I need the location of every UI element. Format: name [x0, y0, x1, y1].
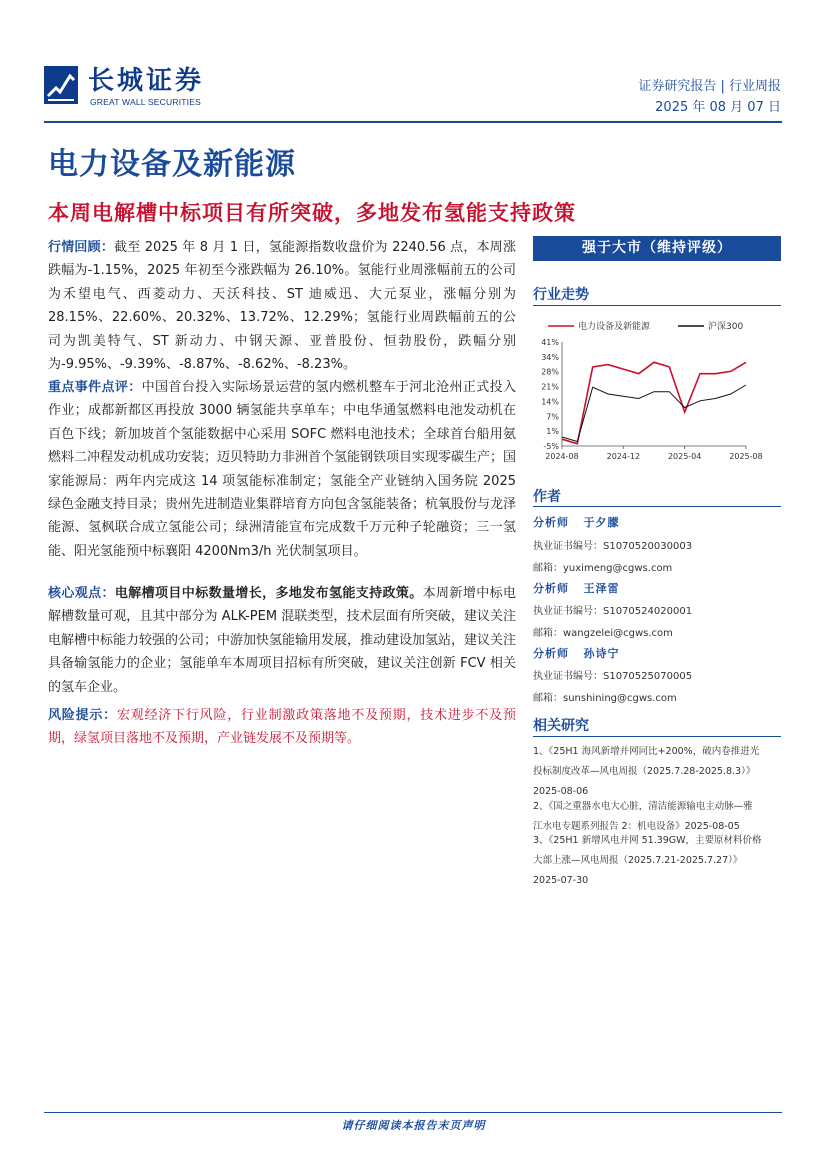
footer-divider [44, 1112, 782, 1113]
analyst-3-email[interactable]: 邮箱：sunshining@cgws.com [533, 693, 677, 704]
legend-label: 电力设备及新能源 [578, 322, 651, 332]
key-events-label: 重点事件点评： [48, 380, 142, 395]
market-review-paragraph [48, 236, 516, 376]
y-tick-label: 28% [541, 367, 559, 377]
trend-chart [530, 316, 784, 468]
related-divider [533, 736, 781, 737]
core-view-bold: 电解槽项目中标数量增长，多地发布氢能支持政策。 [114, 586, 423, 601]
analyst-1-name: 分析师 于夕朦 [533, 516, 620, 529]
related-item-2[interactable]: 2、《国之重器水电大心脏，清洁能源输电主动脉—雅 江水电专题系列报告 2：机电设备》2025-08-05 [533, 801, 753, 832]
market-review-text: 截至 2025 年 8 月 1 日，氢能源指数收盘价为 2240.56 点，本周涨跌幅为-1.15%，2025 年初至今涨跌幅为 26.10%。氢能行业周涨幅前五的公司为禾望电气、西菱动力、天沃科技、ST 迪威迅、大元泵业，涨幅分别为 28.15%、22.60%、20.32%、13.72%、12.29%；氢能行业周跌幅前五的公司为凯美特气、ST 新动力、中钢天源、亚普股份、恒勃股份，跌幅分别为-9.95%、-9.39%、-8.87%、-8.62%、-8.23%。 [48, 240, 516, 373]
sector-title: 电力设备及新能源 [48, 147, 296, 182]
related-title: 相关研究 [533, 718, 589, 734]
core-view-label: 核心观点： [48, 586, 115, 601]
risk-label: 风险提示： [48, 708, 117, 723]
related-item-1[interactable]: 1、《25H1 海风新增并网同比+200%，破内卷推进光 投标制度改革—风电周报（2025.7.28-2025.8.3）》 2025-08-06 [533, 746, 760, 797]
analyst-2-name: 分析师 王泽雷 [533, 582, 620, 595]
y-tick-label: 41% [541, 338, 559, 347]
series-line [562, 385, 746, 442]
market-review-label: 行情回顾： [48, 240, 115, 255]
core-view-paragraph [48, 582, 516, 699]
y-tick-label: 1% [546, 427, 559, 437]
y-tick-label: 14% [541, 397, 559, 407]
legend-label: 沪深300 [708, 322, 744, 332]
rating-badge: 强于大市（维持评级） [533, 236, 781, 261]
report-headline: 本周电解槽中标项目有所突破，多地发布氢能支持政策 [48, 201, 576, 225]
analyst-3-name: 分析师 孙诗宁 [533, 647, 620, 660]
y-tick-label: 34% [541, 352, 559, 362]
x-tick-label: 2024-08 [545, 452, 579, 461]
logo-text-en: GREAT WALL SECURITIES [90, 97, 201, 107]
y-tick-label: -5% [543, 442, 559, 451]
header-divider [44, 121, 782, 123]
analyst-3-cert: 执业证书编号：S1070525070005 [533, 671, 693, 682]
risk-text: 宏观经济下行风险，行业制激政策落地不及预期，技术进步不及预期，绿氢项目落地不及预期，产业链发展不及预期等。 [48, 708, 516, 747]
y-tick-label: 21% [541, 382, 559, 392]
footer-disclaimer: 请仔细阅读本报告末页声明 [341, 1119, 486, 1132]
report-date: 2025 年 08 月 07 日 [655, 100, 781, 115]
analyst-2-cert: 执业证书编号：S1070524020001 [533, 606, 693, 617]
logo-icon [44, 66, 78, 104]
key-events-text: 中国首台投入实际场景运营的氢内燃机整车于河北沧州正式投入作业；成都新都区再投放 3000 辆氢能共享单车；中电华通氢燃料电池发动机在百色下线；新加坡首个氢能数据中心采用 SOFC 燃料电池技术；全球首台船用氨燃料二冲程发动机成功安装；迈贝特助力非洲首个氢能钢铁项目实现零碳生产；国家能源局：两年内完成这 14 项氢能标准制定；氢能全产业链纳入国务院 2025 绿色金融支持目录；贵州先进制造业集群培育方向包含氢能装备；杭氧股份与龙泽能源、氢枫联合成立氢能公司；绿洲清能宣布完成数千万元种子轮融资；三一氢能、阳光氢能预中标襄阳 4200Nm3/h 光伏制氢项目。 [48, 380, 517, 559]
key-events-paragraph [48, 376, 516, 563]
series-line [562, 362, 746, 443]
analyst-2-email[interactable]: 邮箱：wangzelei@cgws.com [533, 628, 673, 639]
analyst-1-cert: 执业证书编号：S1070520030003 [533, 541, 693, 552]
report-type: 证券研究报告 | 行业周报 [638, 79, 781, 94]
trend-divider [533, 305, 781, 306]
trend-title: 行业走势 [533, 287, 589, 303]
y-tick-label: 7% [546, 412, 559, 422]
analyst-1-email[interactable]: 邮箱：yuximeng@cgws.com [533, 563, 673, 574]
x-tick-label: 2025-08 [729, 452, 763, 461]
logo-text-cn: 长城证券 [88, 66, 205, 96]
related-item-3[interactable]: 3、《25H1 新增风电并网 51.39GW，主要原材料价格 大部上涨—风电周报（2025.7.21-2025.7.27）》 2025-07-30 [533, 835, 762, 886]
authors-divider [533, 506, 781, 507]
core-view-text: 本周新增中标电解槽数量可观，且其中部分为 ALK-PEM 混联类型，技术层面有所突破，建议关注电解槽中标能力较强的公司；中游加快氢能输用发展，推动建设加氢站，建议关注具备输氢能力的企业；氢能单车本周项目招标有所突破，建议关注创新 FCV 相关的氢车企业。 [48, 586, 517, 695]
authors-title: 作者 [533, 489, 561, 505]
risk-paragraph [48, 704, 516, 751]
x-tick-label: 2025-04 [667, 452, 702, 461]
x-tick-label: 2024-12 [606, 452, 641, 461]
